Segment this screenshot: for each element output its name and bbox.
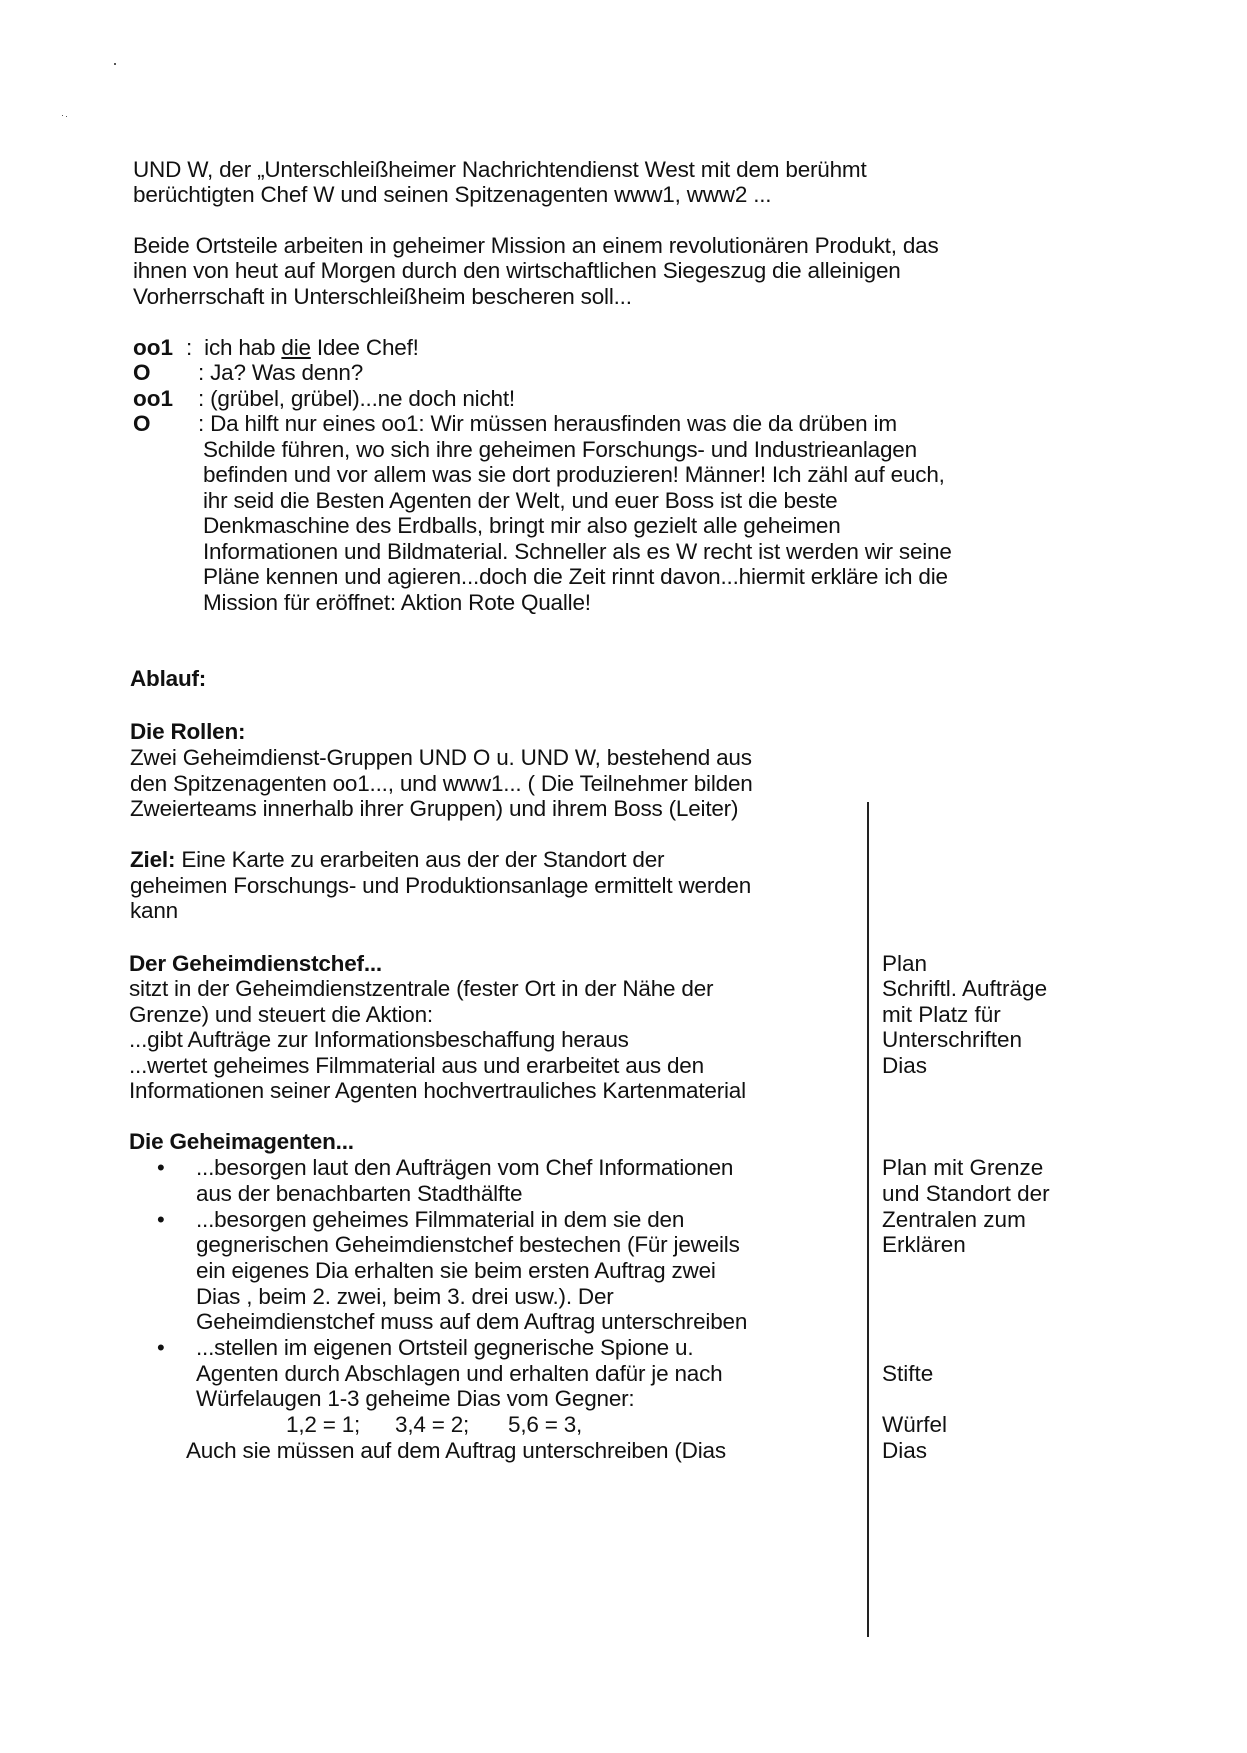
dice-rule: 3,4 = 2; — [395, 1412, 470, 1437]
material-item: mit Platz für — [882, 1002, 1001, 1027]
bullet-icon: • — [157, 1155, 165, 1180]
bullet-icon: • — [157, 1207, 165, 1232]
rollen-line: Zwei Geheimdienst-Gruppen UND O u. UND W, bestehend aus — [130, 745, 752, 770]
chef-line: ...gibt Aufträge zur Informationsbeschaffung heraus — [129, 1027, 629, 1052]
dialogue-continuation: Schilde führen, wo sich ihre geheimen Forschungs- und Industrieanlagen — [203, 437, 917, 462]
section-heading-ablauf: Ablauf: — [130, 666, 207, 691]
mission-line: Beide Ortsteile arbeiten in geheimer Mission an einem revolutionären Produkt, das — [133, 233, 939, 258]
material-item: Zentralen zum — [882, 1207, 1026, 1232]
rollen-line: Zweierteams innerhalb ihrer Gruppen) und ihrem Boss (Leiter) — [130, 796, 739, 821]
chef-line: ...wertet geheimes Filmmaterial aus und erarbeitet aus den — [129, 1053, 704, 1078]
ziel-line: geheimen Forschungs- und Produktionsanlage ermittelt werden — [130, 873, 752, 898]
heading-geheimagenten: Die Geheimagenten... — [129, 1129, 354, 1154]
agent-bullet-line: aus der benachbarten Stadthälfte — [196, 1181, 523, 1206]
material-item: Plan — [882, 951, 928, 976]
heading-geheimdienstchef: Der Geheimdienstchef... — [129, 951, 382, 976]
dice-rule: 1,2 = 1; — [286, 1412, 361, 1437]
material-item: und Standort der — [882, 1181, 1050, 1206]
dialogue-speaker: oo1 — [133, 335, 174, 360]
ziel-line — [130, 846, 664, 875]
material-item: Würfel — [882, 1412, 948, 1437]
dialogue-continuation: Mission für eröffnet: Aktion Rote Qualle! — [203, 590, 591, 615]
dice-rule: 5,6 = 3, — [508, 1412, 583, 1437]
dialogue-continuation: Denkmaschine des Erdballs, bringt mir also gezielt alle geheimen — [203, 513, 841, 538]
mission-line: ihnen von heut auf Morgen durch den wirtschaftlichen Siegeszug die alleinigen — [133, 258, 901, 283]
chef-line: Informationen seiner Agenten hochvertrauliches Kartenmaterial — [129, 1078, 746, 1103]
intro-line: UND W, der „Unterschleißheimer Nachrichtendienst West mit dem berühmt — [133, 157, 867, 182]
dialogue-line: : ich hab die Idee Chef! — [186, 335, 419, 360]
scan-speck — [62, 115, 63, 116]
underlined-word: die — [281, 335, 311, 360]
agent-bullet-line: ...stellen im eigenen Ortsteil gegnerische Spione u. — [196, 1335, 694, 1360]
dialogue-continuation: Informationen und Bildmaterial. Schneller als es W recht ist werden wir seine — [203, 539, 952, 564]
agent-bullet-line: Geheimdienstchef muss auf dem Auftrag unterschreiben — [196, 1309, 748, 1334]
ziel-label: Ziel: — [130, 847, 176, 872]
heading-rollen: Die Rollen: — [130, 719, 246, 744]
dialogue-text: Ja? Was denn? — [210, 360, 364, 385]
column-divider — [867, 802, 869, 1637]
material-item: Plan mit Grenze — [882, 1155, 1044, 1180]
ziel-line: kann — [130, 898, 178, 923]
agent-bullet-line: Agenten durch Abschlagen und erhalten dafür je nach — [196, 1361, 723, 1386]
intro-line: berüchtigten Chef W und seinen Spitzenagenten www1, www2 ... — [133, 182, 772, 207]
scan-speck — [114, 63, 116, 65]
agent-bullet-line: ...besorgen geheimes Filmmaterial in dem sie den — [196, 1207, 685, 1232]
agent-bullet-line: ein eigenes Dia erhalten sie beim ersten Auftrag zwei — [196, 1258, 716, 1283]
scan-speck — [66, 116, 67, 117]
dialogue-text: Da hilft nur eines oo1: Wir müssen herausfinden was die da drüben im — [210, 411, 897, 436]
dialogue-line: : Ja? Was denn? — [198, 360, 364, 385]
material-item: Dias — [882, 1053, 928, 1078]
mission-line: Vorherrschaft in Unterschleißheim bescheren soll... — [133, 284, 632, 309]
material-item: Dias — [882, 1438, 928, 1463]
material-item: Erklären — [882, 1232, 966, 1257]
agent-bullet-line: Dias , beim 2. zwei, beim 3. drei usw.). Der — [196, 1284, 614, 1309]
dialogue-speaker: oo1 — [133, 386, 174, 411]
dialogue-line: : Da hilft nur eines oo1: Wir müssen herausfinden was die da drüben im — [198, 411, 897, 436]
ziel-text: Eine Karte zu erarbeiten aus der der Standort der — [175, 847, 665, 872]
chef-line: sitzt in der Geheimdienstzentrale (fester Ort in der Nähe der — [129, 976, 714, 1001]
dialogue-text: (grübel, grübel)...ne doch nicht! — [210, 386, 515, 411]
material-item: Stifte — [882, 1361, 934, 1386]
dialogue-text: ich hab — [204, 335, 282, 360]
dialogue-speaker: O — [133, 411, 151, 436]
chef-line: Grenze) und steuert die Aktion: — [129, 1002, 433, 1027]
agent-bullet-line: gegnerischen Geheimdienstchef bestechen (Für jeweils — [196, 1232, 740, 1257]
dialogue-speaker: O — [133, 360, 151, 385]
rollen-line: den Spitzenagenten oo1..., und www1... ( Die Teilnehmer bilden — [130, 771, 753, 796]
agent-bullet-line: Würfelaugen 1-3 geheime Dias vom Gegner: — [196, 1386, 635, 1411]
dialogue-text: Idee Chef! — [310, 335, 419, 360]
dialogue-continuation: ihr seid die Besten Agenten der Welt, und euer Boss ist die beste — [203, 488, 838, 513]
agent-bullet-line: ...besorgen laut den Aufträgen vom Chef Informationen — [196, 1155, 734, 1180]
dialogue-line: : (grübel, grübel)...ne doch nicht! — [198, 386, 515, 411]
agent-last-line: Auch sie müssen auf dem Auftrag unterschreiben (Dias — [186, 1438, 726, 1463]
material-item: Schriftl. Aufträge — [882, 976, 1048, 1001]
bullet-icon: • — [157, 1335, 165, 1360]
material-item: Unterschriften — [882, 1027, 1023, 1052]
dialogue-continuation: Pläne kennen und agieren...doch die Zeit rinnt davon...hiermit erkläre ich die — [203, 564, 948, 589]
dialogue-continuation: befinden und vor allem was sie dort produzieren! Männer! Ich zähl auf euch, — [203, 462, 945, 487]
